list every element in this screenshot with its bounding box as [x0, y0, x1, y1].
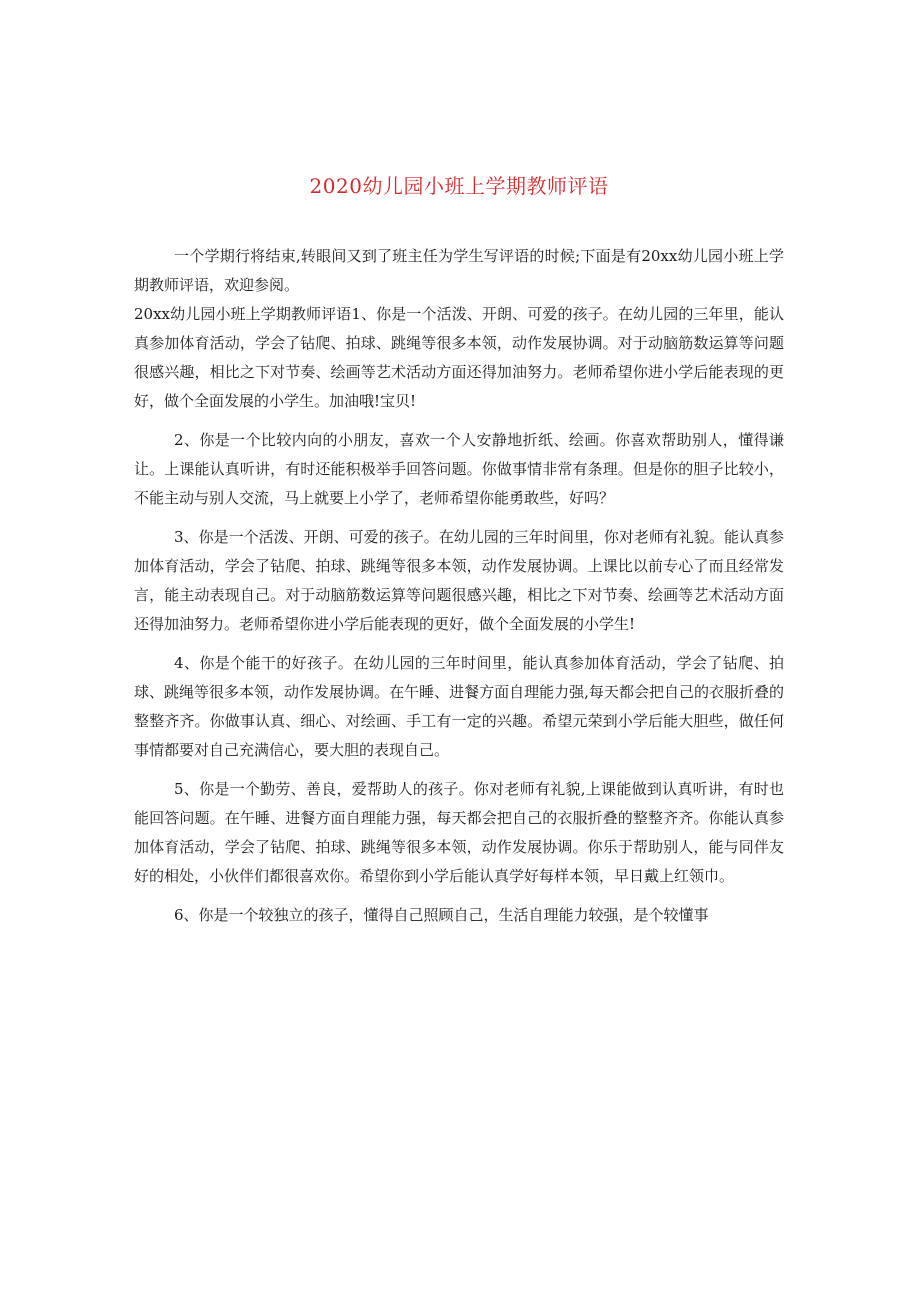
document-body — [134, 242, 784, 940]
intro-paragraph: 一个学期行将结束,转眼间又到了班主任为学生写评语的时候;下面是有20xx幼儿园小班上学期教师评语，欢迎参阅。 — [134, 247, 784, 294]
comment-paragraph-2: 2、你是一个比较内向的小朋友，喜欢一个人安静地折纸、绘画。你喜欢帮助别人，懂得谦让。上课能认真听讲，有时还能积极举手回答问题。你做事情非常有条理。但是你的胆子比较小，不能主动与别人交流，马上就要上小学了，老师希望你能勇敢些，好吗？ — [134, 431, 784, 507]
document-title: 2020幼儿园小班上学期教师评语 — [309, 174, 609, 198]
comment-paragraph-3: 3、你是一个活泼、开朗、可爱的孩子。在幼儿园的三年时间里，你对老师有礼貌。能认真参加体育活动，学会了钻爬、拍球、跳绳等很多本领，动作发展协调。上课比以前专心了而且经常发言，能主动表现自己。对于动脑筋数运算等问题很感兴趣，相比之下对节奏、绘画等艺术活动方面还得加油努力。老师希望你进小学后能表现的更好，做个全面发展的小学生! — [134, 528, 784, 633]
comment-paragraph-4: 4、你是个能干的好孩子。在幼儿园的三年时间里，能认真参加体育活动，学会了钻爬、拍球、跳绳等很多本领，动作发展协调。在午睡、进餐方面自理能力强,每天都会把自己的衣服折叠的整整齐齐。你做事认真、细心、对绘画、手工有一定的兴趣。希望元荣到小学后能大胆些，做任何事情都要对自己充满信心，要大胆的表现自己。 — [134, 654, 784, 759]
comment-paragraph-1: 20xx幼儿园小班上学期教师评语1、你是一个活泼、开朗、可爱的孩子。在幼儿园的三年里，能认真参加体育活动，学会了钻爬、拍球、跳绳等很多本领，动作发展协调。对于动脑筋数运算等问题很感兴趣，相比之下对节奏、绘画等艺术活动方面还得加油努力。老师希望你进小学后能表现的更好，做个全面发展的小学生。加油哦!宝贝! — [134, 305, 784, 410]
comment-paragraph-6: 6、你是一个较独立的孩子，懂得自己照顾自己，生活自理能力较强，是个较懂事 — [174, 906, 709, 924]
comment-paragraph-5: 5、你是一个勤劳、善良，爱帮助人的孩子。你对老师有礼貌,上课能做到认真听讲，有时也能回答问题。在午睡、进餐方面自理能力强，每天都会把自己的衣服折叠的整整齐齐。你能认真参加体育活动，学会了钻爬、拍球、跳绳等很多本领，动作发展协调。你乐于帮助别人，能与同伴友好的相处，小伙伴们都很喜欢你。希望你到小学后能认真学好每样本领，早日戴上红领巾。 — [134, 780, 784, 885]
